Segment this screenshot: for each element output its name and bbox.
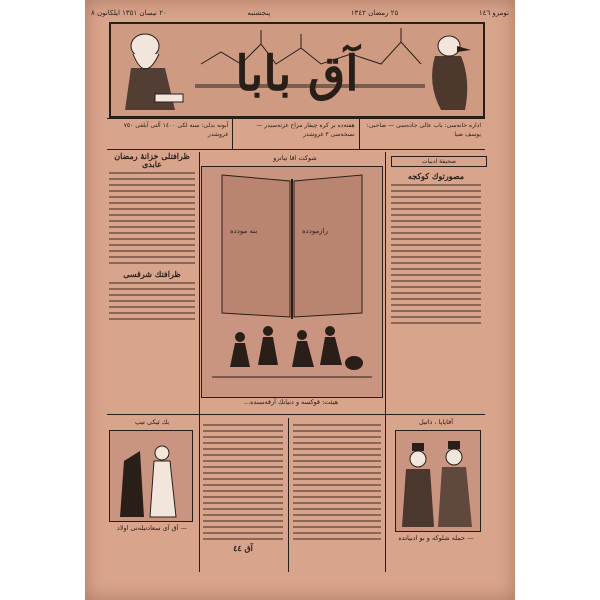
bottom-left-caption: — آق آی سعادتیله‌نی اولاد [116, 524, 188, 532]
info-description: هفته‌ده بر كره چیقار مزاح غزته‌سیدر — نسخه‌سی ٣ غروشدر [232, 119, 358, 149]
vertical-divider-1 [199, 152, 200, 572]
left-column-heading: ظرافتلی خزانهٔ رمضان عابدی [114, 152, 190, 169]
left-column [107, 152, 197, 410]
left-column-subheading: ظرافتك شرقسی [123, 269, 181, 279]
issue-number: نومرو ١٤٦ [478, 9, 509, 17]
issue-line [91, 6, 509, 20]
info-subscription: آبونه بدلی: سنه لكی ١٤٠٠ آلتی آیلغی ٧٥٠ غروشدر [123, 122, 229, 138]
bottom-right-cartoon [395, 430, 481, 532]
book-right-page: رازمودده [302, 227, 328, 235]
bottom-left-cartoon [109, 430, 193, 522]
center-cartoon-drawing [202, 167, 382, 397]
bottom-left-cartoon-drawing [110, 431, 192, 521]
masthead [109, 22, 485, 118]
issue-date-rumi: ٢٠ نیسان ١٣٥١ ایلكانون ٨ [91, 9, 167, 17]
horizontal-divider [107, 414, 485, 415]
bottom-right-caption: — حمله شلوكه و بو ادبیاتده [398, 534, 474, 542]
info-bar [107, 118, 485, 150]
bottom-right-cartoon-drawing [396, 431, 480, 531]
info-office: اداره خانه‌سی: باب عالی جاده‌سی — صاحبی: یوسف ضیا [359, 119, 485, 149]
right-column-heading: صحیفهٔ ادبیات [391, 156, 487, 167]
bottom-left-label: بك ئیكی تیپ [134, 418, 170, 426]
vertical-divider-3 [288, 418, 289, 572]
book-left-page: بنه مودده [230, 227, 258, 235]
bottom-center-left-column [201, 420, 285, 570]
issue-date-hijri: ٢٥ رمضان ١٣٤٢ [350, 9, 399, 17]
newspaper-page [85, 0, 515, 600]
center-caption: هیئت: قوكسه و دنیانك آرقه‌سنده... [243, 398, 339, 406]
bottom-right-label: آقاپاپا ، ذاتیل [418, 418, 454, 426]
center-cartoon [201, 166, 383, 398]
center-top-label: شوكت اقا تیاترو [273, 154, 317, 162]
right-column [389, 172, 483, 412]
bottom-center-label: آق ٤٤ [233, 543, 253, 553]
bottom-center-right-column [291, 420, 383, 570]
right-column-subheading: مصورتوك كوكجه [407, 172, 465, 181]
vertical-divider-2 [385, 152, 386, 572]
issue-day: پنجشنبه [247, 9, 271, 17]
masthead-title: آق بابا [235, 46, 359, 102]
